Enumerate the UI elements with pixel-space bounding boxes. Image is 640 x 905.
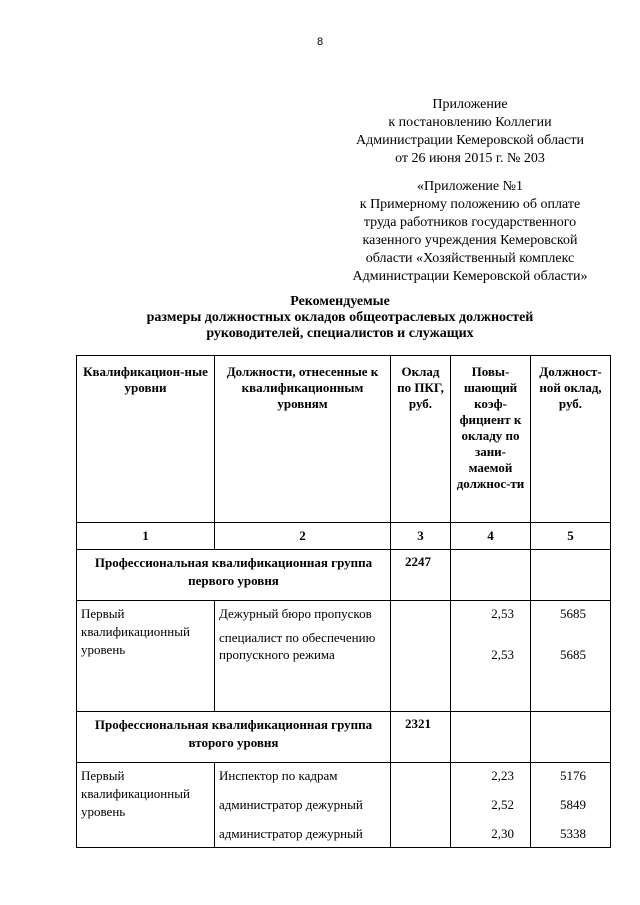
header-base-salary: Оклад по ПКГ, руб. [391, 356, 451, 523]
group-row-2 [77, 712, 611, 763]
qualification-level: Первый квалификационный уровень [77, 601, 215, 712]
level-row-2 [77, 763, 611, 848]
title-line: размеры должностных окладов общеотраслевых должностей [146, 310, 534, 325]
appendix1-line: казенного учреждения Кемеровской [362, 233, 578, 248]
header-salary: Должност-ной оклад, руб. [531, 356, 611, 523]
group-row-1 [77, 550, 611, 601]
title-line: Рекомендуемые [290, 294, 390, 309]
position-name: администратор дежурный [219, 797, 363, 812]
coefficient-cell [451, 763, 531, 848]
position-name: администратор дежурный [219, 826, 363, 841]
salary-value: 5849 [560, 797, 586, 812]
column-number: 4 [451, 523, 531, 550]
salary-cell [531, 763, 611, 848]
group-name: Профессиональная квалификационная группа второго уровня [77, 712, 391, 763]
header-positions: Должности, отнесенные к квалификационным уровням [215, 356, 391, 523]
appendix1-line: к Примерному положению об оплате [359, 197, 581, 212]
column-number: 5 [531, 523, 611, 550]
position-name: Инспектор по кадрам [219, 768, 338, 783]
appendix1-line: «Приложение №1 [417, 179, 523, 194]
appendix-line: Приложение [432, 97, 508, 112]
group-base-salary: 2247 [391, 550, 451, 601]
coefficient-value: 2,23 [491, 768, 514, 783]
appendix-line: к постановлению Коллегии [388, 115, 552, 130]
salary-value: 5176 [560, 768, 586, 783]
coefficient-value: 2,52 [491, 797, 514, 812]
header-levels: Квалификацион-ные уровни [77, 356, 215, 523]
column-number: 2 [215, 523, 391, 550]
appendix-header [320, 96, 620, 168]
positions-cell [215, 763, 391, 848]
appendix1-header [320, 178, 620, 286]
column-number: 1 [77, 523, 215, 550]
column-numbers-row [77, 523, 611, 550]
salary-cell [531, 601, 611, 712]
qualification-level: Первый квалификационный уровень [77, 763, 215, 848]
empty-cell [391, 601, 451, 712]
salary-table [76, 355, 611, 848]
title-line: руководителей, специалистов и служащих [206, 326, 474, 341]
appendix-line: от 26 июня 2015 г. № 203 [395, 151, 545, 166]
group-base-salary: 2321 [391, 712, 451, 763]
page-number: 8 [316, 36, 324, 48]
group-name: Профессиональная квалификационная группа первого уровня [77, 550, 391, 601]
appendix1-line: Администрации Кемеровской области» [352, 269, 588, 284]
coefficient-cell [451, 601, 531, 712]
salary-value: 5685 [560, 606, 586, 621]
position-name: специалист по обеспечению пропускного режима [219, 630, 376, 662]
coefficient-value: 2,53 [491, 606, 514, 621]
positions-cell [215, 601, 391, 712]
empty-cell [391, 763, 451, 848]
column-number: 3 [391, 523, 451, 550]
appendix1-line: области «Хозяйственный комплекс [365, 251, 575, 266]
empty-cell [451, 550, 531, 601]
document-title [0, 294, 640, 342]
salary-value: 5338 [560, 826, 586, 841]
empty-cell [531, 550, 611, 601]
header-row [77, 356, 611, 523]
salary-value: 5685 [560, 647, 586, 662]
appendix1-line: труда работников государственного [363, 215, 577, 230]
coefficient-value: 2,30 [491, 826, 514, 841]
level-row-1 [77, 601, 611, 712]
empty-cell [451, 712, 531, 763]
appendix-line: Администрации Кемеровской области [356, 133, 584, 148]
header-coefficient: Повы-шающий коэф-фициент к окладу по зани-маемой должнос-ти [451, 356, 531, 523]
position-name: Дежурный бюро пропусков [219, 606, 372, 621]
empty-cell [531, 712, 611, 763]
coefficient-value: 2,53 [491, 647, 514, 662]
